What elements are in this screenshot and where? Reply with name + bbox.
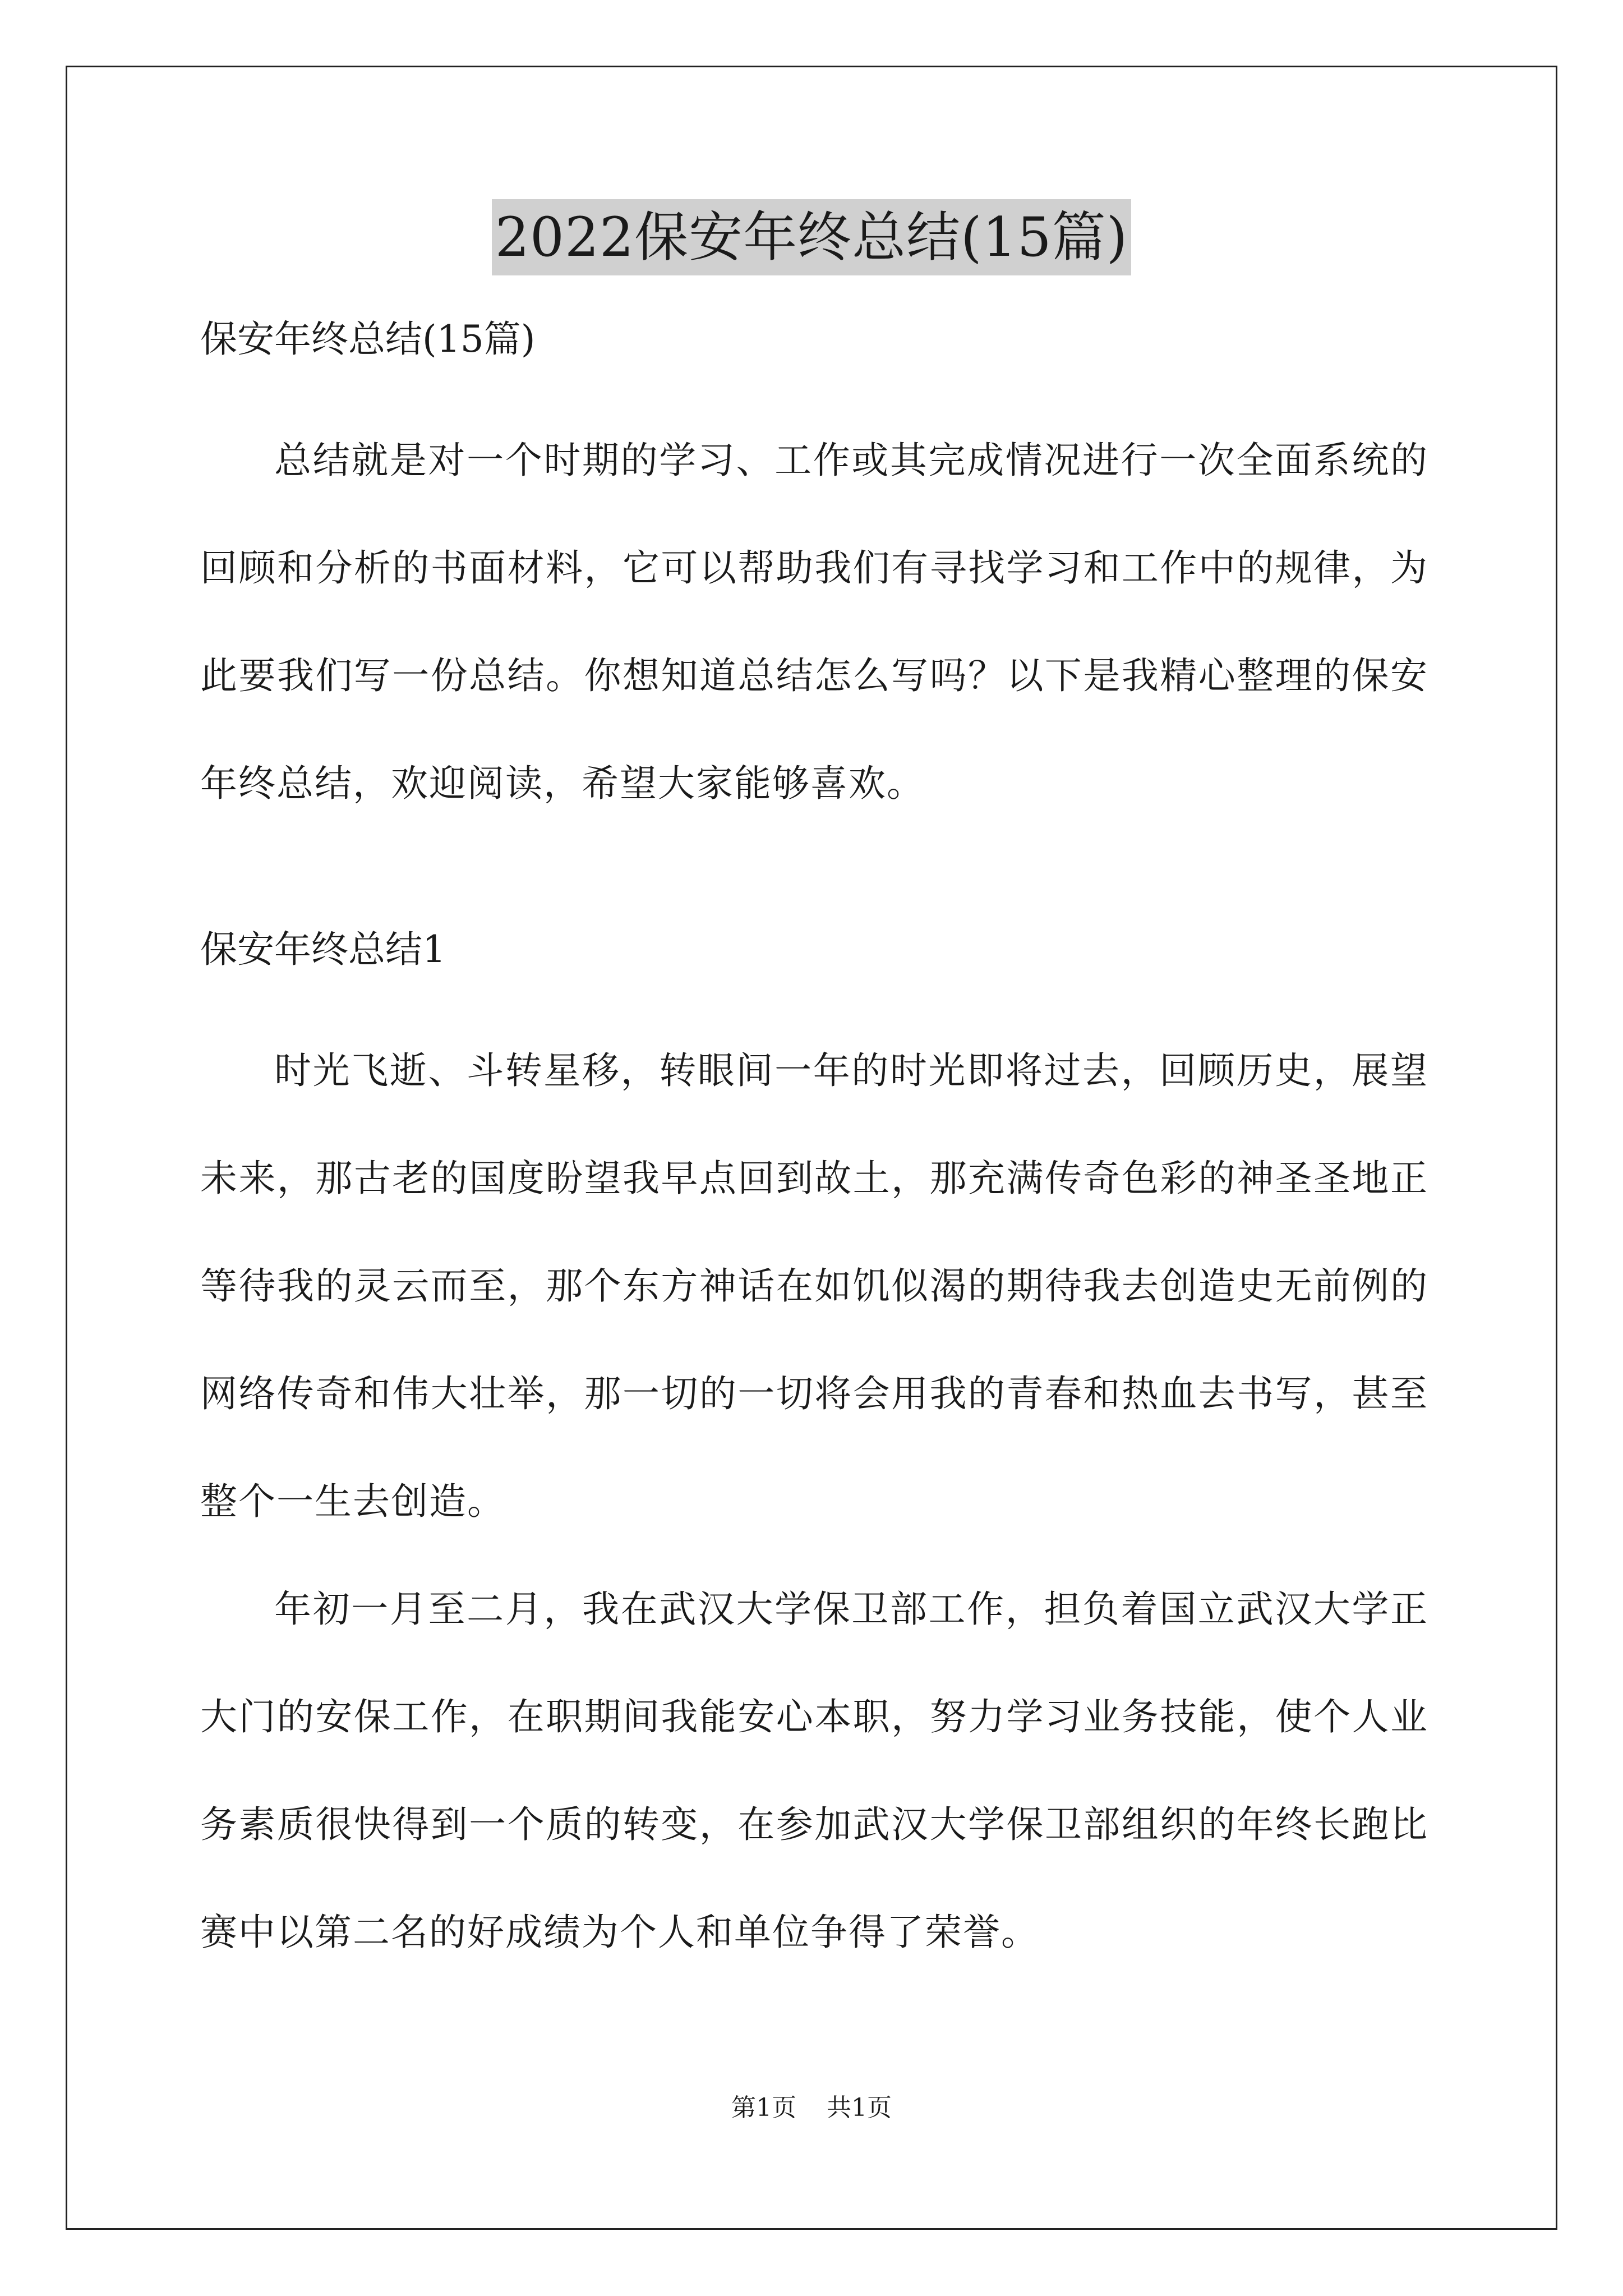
document-title: 2022保安年终总结(15篇)	[492, 199, 1131, 275]
page-total: 共1页	[827, 2093, 892, 2122]
spacer	[200, 983, 1428, 1017]
spacer	[200, 373, 1428, 407]
intro-paragraph: 总结就是对一个时期的学习、工作或其完成情况进行一次全面系统的回顾和分析的书面材料，它可以帮助我们有寻找学习和工作中的规律，为此要我们写一份总结。你想知道总结怎么写吗？以下是我精心整理的保安年终总结，欢迎阅读，希望大家能够喜欢。	[200, 439, 1428, 805]
page-footer	[0, 2091, 1623, 2125]
section-heading: 保安年终总结1	[200, 928, 446, 971]
document-subtitle: 保安年终总结(15篇)	[200, 318, 536, 361]
section-spacer	[200, 838, 1428, 916]
page-number: 第1页	[731, 2093, 796, 2122]
section-paragraph: 时光飞逝、斗转星移，转眼间一年的时光即将过去，回顾历史，展望未来，那古老的国度盼望我早点回到故土，那充满传奇色彩的神圣圣地正等待我的灵云而至，那个东方神话在如饥似渴的期待我去创造史无前例的网络传奇和伟大壮举，那一切的一切将会用我的青春和热血去书写，甚至整个一生去创造。	[200, 1049, 1428, 1523]
document-body	[200, 306, 1428, 1986]
section-paragraph: 年初一月至二月，我在武汉大学保卫部工作，担负着国立武汉大学正大门的安保工作，在职期间我能安心本职，努力学习业务技能，使个人业务素质很快得到一个质的转变，在参加武汉大学保卫部组织的年终长跑比赛中以第二名的好成绩为个人和单位争得了荣誉。	[200, 1588, 1428, 1954]
title-container	[0, 199, 1623, 275]
